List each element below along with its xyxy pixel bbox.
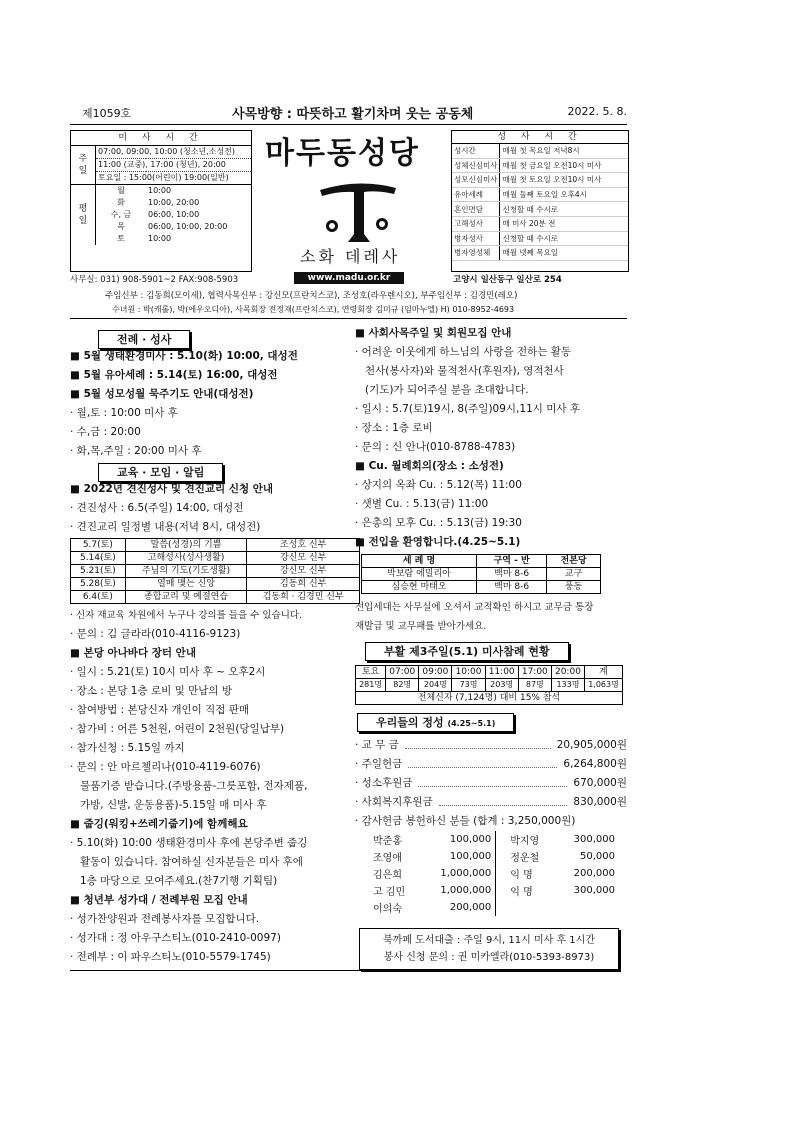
- table-row: [362, 581, 601, 594]
- notice-line: · 견진교리 일정별 내용(저녁 8시, 대성전): [70, 521, 261, 533]
- table-cell: 강신모 신부: [247, 552, 360, 565]
- sacrament-name: 병자성사: [452, 231, 500, 246]
- weekday-time: 06:00, 10:00: [148, 210, 200, 219]
- issue-number: 제1059호: [82, 107, 132, 120]
- sacrament-time: 매 미사 20분 전: [500, 216, 628, 231]
- weekday-day: 화: [117, 198, 125, 207]
- table-row: [369, 882, 619, 899]
- donor-name: 박지영: [510, 836, 540, 847]
- offering-amount: 670,000원: [573, 777, 627, 789]
- list-item: [355, 755, 627, 774]
- footer-rule: [70, 970, 620, 971]
- donor-name: 익 명: [510, 887, 533, 898]
- weekday-day: 월: [96, 185, 147, 198]
- book-cafe-box: [359, 928, 619, 970]
- donor-amount: 100,000: [420, 831, 496, 848]
- notice-line: · 일시 : 5.7(토)19시, 8(주일)09시,11시 미사 후: [355, 403, 580, 415]
- table-cell: 김동희 · 김경민 신부: [247, 591, 360, 604]
- sacrament-time: 매월 넷째 목요일: [500, 246, 628, 261]
- table-row: [362, 568, 601, 581]
- table-cell: 심승현 마태오: [362, 581, 477, 594]
- notice-line: 천사(봉사자)와 물적천사(후원자), 영적천사: [365, 365, 564, 377]
- list-item: [355, 774, 627, 793]
- donor-amount: 100,000: [420, 848, 496, 865]
- section-liturgy: 전례 · 성사: [98, 330, 190, 349]
- donor-amount: 200,000: [573, 868, 615, 879]
- sacrament-name: 성체신심미사: [452, 158, 500, 173]
- table-row: [71, 539, 360, 552]
- church-name: 마두동성당: [265, 136, 420, 171]
- staff-rule: [70, 318, 627, 319]
- offerings-title: 우리들의 정성: [376, 716, 444, 729]
- notice-line: 재발급 및 교무패를 받아가세요.: [355, 621, 487, 632]
- table-cell: 5.21(토): [71, 565, 126, 578]
- notice-line: · 월,토 : 10:00 미사 후: [70, 407, 178, 419]
- table-header: 세 례 명: [362, 555, 477, 568]
- list-item: [355, 793, 627, 812]
- sacrament-name: 성시간: [452, 144, 500, 158]
- notice-line: · 문의 : 신 안나(010-8788-4783): [355, 441, 516, 453]
- weekday-time: 10:00: [146, 185, 251, 198]
- table-cell: 281명: [356, 679, 386, 692]
- sunday-label: 주 일: [71, 146, 96, 185]
- donor-amount: 200,000: [420, 899, 496, 916]
- donor-name: 익 명: [510, 870, 533, 881]
- table-header: 09:00: [419, 666, 452, 679]
- notice-line: · 전례부 : 이 파우스티노(010-5579-1745): [70, 951, 271, 963]
- table-cell: 종합교리 및 예절연습: [125, 591, 247, 604]
- notice-heading: ■ 2022년 견진성사 및 견진교리 신청 안내: [70, 483, 274, 495]
- table-row: [71, 578, 360, 591]
- table-cell: 5.14(토): [71, 552, 126, 565]
- notice-line: · 견진성사 : 6.5(주일) 14:00, 대성전: [70, 502, 244, 514]
- right-column: [355, 324, 627, 970]
- sacrament-time: 매월 첫 목요일 저녁8시: [500, 144, 628, 158]
- book-cafe-hours: 북까페 도서대출 : 주일 9시, 11시 미사 후 1시간: [383, 935, 595, 946]
- table-header: 토요: [356, 666, 386, 679]
- notice-line: · 참가비 : 어른 5천원, 어린이 2천원(당일납부): [70, 723, 285, 735]
- table-cell: 백마 8-6: [477, 568, 547, 581]
- table-cell: 주님의 기도(기도생활): [125, 565, 247, 578]
- notice-line: 가방, 신발, 운동용품)-5.15일 매 미사 후: [80, 799, 267, 811]
- offering-name: · 사회복지후원금: [355, 796, 433, 808]
- donor-name: 박준홍: [373, 836, 402, 847]
- thanks-heading: · 감사헌금 봉헌하신 분들 (합계 : 3,250,000원): [355, 815, 576, 827]
- table-header: 구역 - 반: [477, 555, 547, 568]
- table-cell: 강신모 신부: [247, 565, 360, 578]
- weekday-time: 10:00: [148, 234, 172, 243]
- notice-heading: ■ 사회사목주일 및 회원모집 안내: [355, 327, 512, 339]
- notice-heading: ■ 본당 아나바다 장터 안내: [70, 647, 196, 659]
- table-cell: 김동희 신부: [247, 578, 360, 591]
- sacrament-time: 매월 첫 금요일 오전10시 미사: [500, 158, 628, 173]
- staff-list: 수녀원 : 박(캐롤), 박(에우오디아), 사목회장 전정재(프란치스코), 연령회장 김미규 (임마누엘) H) 010-8952-4693: [112, 305, 515, 314]
- notice-heading: ■ 5월 유아세례 : 5.14(토) 16:00, 대성전: [70, 369, 278, 381]
- offerings-date: (4.25~5.1): [447, 719, 496, 728]
- sacrament-name: 고해성사: [452, 216, 500, 231]
- table-row: [71, 552, 360, 565]
- table-cell: 교구: [547, 568, 601, 581]
- section-attendance: 부활 제3주일(5.1) 미사참례 현황: [365, 642, 569, 661]
- table-row: [356, 666, 623, 679]
- sacrament-time: 신청할 때 수시로: [500, 231, 628, 246]
- table-header: 07:00: [386, 666, 419, 679]
- donor-amount: [556, 899, 619, 916]
- table-cell: 5.7(토): [71, 539, 126, 552]
- table-cell: 204명: [419, 679, 452, 692]
- table-row: [369, 865, 619, 882]
- left-column: [70, 328, 360, 967]
- book-cafe-contact: 봉사 신청 문의 : 권 미카엘라(010-5393-8973): [383, 952, 595, 963]
- notice-line: · 5.10(화) 10:00 생태환경미사 후에 본당주변 줍깅: [70, 837, 308, 849]
- notice-line: · 참여방법 : 본당신자 개인이 직접 판매: [70, 704, 250, 716]
- notice-line: · 장소 : 1층 로비: [355, 422, 433, 434]
- donor-name: 김은희: [373, 870, 402, 881]
- sacrament-time: 매월 둘째 토요일 오후4시: [500, 187, 628, 202]
- table-cell: 6.4(토): [71, 591, 126, 604]
- table-cell: 87명: [518, 679, 551, 692]
- saturday-times: 토요일 : 15:00(어린이) 19:00(일반): [96, 172, 252, 185]
- sacrament-times-title: 성 사 시 간: [452, 131, 628, 144]
- notice-line: · 참가신청 : 5.15일 까지: [70, 742, 185, 754]
- offerings-list: [355, 736, 627, 831]
- table-cell: 133명: [551, 679, 584, 692]
- donor-amount: 50,000: [580, 851, 615, 862]
- donor-name: 조영애: [373, 853, 402, 864]
- table-header: 전본당: [547, 555, 601, 568]
- donor-amount: 300,000: [573, 885, 615, 896]
- sunday-times: 07:00, 09:00, 10:00 (청소년,소성전): [96, 146, 252, 159]
- table-cell: 82명: [386, 679, 419, 692]
- weekday-label: 평 일: [71, 185, 96, 246]
- notice-heading: ■ 줍깅(워킹+쓰레기줍기)에 함께해요: [70, 818, 248, 830]
- donor-table: [369, 831, 619, 916]
- page-header: [82, 103, 627, 123]
- table-cell: 말씀(성경)의 기쁨: [125, 539, 247, 552]
- donor-amount: 1,000,000: [420, 865, 496, 882]
- offering-name: · 주일헌금: [355, 758, 403, 770]
- confirmation-schedule-table: [70, 538, 360, 604]
- notice-line: 1층 마당으로 모여주세요.(찬7기행 기획팀): [80, 875, 278, 887]
- table-cell: 열매 맺는 신앙: [125, 578, 247, 591]
- table-cell: 백마 8-6: [477, 581, 547, 594]
- notice-line: · 문의 : 김 글라라(010-4116-9123): [70, 628, 241, 640]
- table-header: 10:00: [452, 666, 485, 679]
- table-row: [369, 848, 619, 865]
- patron-saint: 소화 데레사: [300, 247, 401, 266]
- sacrament-time: 신청할 때 수시로: [500, 202, 628, 217]
- header-rule: [70, 124, 627, 125]
- table-cell: 73명: [452, 679, 485, 692]
- weekday-time: 06:00, 10:00, 20:00: [148, 222, 228, 231]
- attendance-total: 전체신자 (7,124명) 대비 15% 참석: [356, 692, 623, 705]
- section-offerings: [357, 713, 514, 732]
- notice-line: · 상지의 옥좌 Cu. : 5.12(목) 11:00: [355, 479, 522, 491]
- offering-amount: 20,905,000원: [556, 739, 627, 751]
- weekday-day: 목: [117, 222, 125, 231]
- donor-name: 정운철: [510, 853, 540, 864]
- notice-line: · 장소 : 본당 1층 로비 및 만남의 방: [70, 685, 232, 697]
- notice-line: 활동이 있습니다. 참여하실 신자분들은 미사 후에: [80, 856, 303, 868]
- sacrament-name: 혼인면담: [452, 202, 500, 217]
- notice-line: · 문의 : 안 마르첼리나(010-4119-6076): [70, 761, 261, 773]
- notice-line: 전입세대는 사무실에 오셔서 교적확인 하시고 교무금 통장: [355, 602, 594, 613]
- table-row: [356, 692, 623, 705]
- sacrament-name: 병자영성체: [452, 246, 500, 261]
- notice-line: (기도)가 되어주실 분을 초대합니다.: [365, 384, 529, 396]
- clergy-list: 주임신부 : 김동희(모이세), 협력사목신부 : 강신모(프란치스코), 조성호(라우렌시오), 부주임신부 : 김경민(레오): [105, 291, 518, 301]
- donor-name: 고 김민: [373, 887, 406, 898]
- notice-line: 물품기증 받습니다.(주방용품-그릇포함, 전자제품,: [80, 780, 308, 792]
- notice-line: · 일시 : 5.21(토) 10시 미사 후 ~ 오후2시: [70, 666, 266, 678]
- sunday-times: 11:00 (교중), 17:00 (청년), 20:00: [96, 159, 252, 172]
- sacrament-time: 매월 첫 토요일 오전10시 미사: [500, 173, 628, 188]
- donor-amount: 1,000,000: [420, 882, 496, 899]
- website-link[interactable]: www.madu.or.kr: [294, 272, 404, 284]
- notice-line: · 화,목,주일 : 20:00 미사 후: [70, 445, 202, 457]
- notice-line: · 성가찬양원과 전례봉사자를 모집합니다.: [70, 913, 260, 925]
- weekday-time: 10:00, 20:00: [148, 198, 200, 207]
- offering-amount: 830,000원: [573, 796, 627, 808]
- notice-heading: ■ 5월 성모성월 묵주기도 안내(대성전): [70, 388, 254, 400]
- table-header: 11:00: [485, 666, 518, 679]
- issue-date: 2022. 5. 8.: [567, 105, 627, 118]
- offering-name: · 교 무 금: [355, 739, 399, 751]
- table-row: [71, 565, 360, 578]
- donor-amount: 300,000: [573, 834, 615, 845]
- table-row: [369, 831, 619, 848]
- mass-times-box: [70, 130, 252, 272]
- notice-line: · 샛별 Cu. : 5.13(금) 11:00: [355, 498, 489, 510]
- notice-line: · 성가대 : 정 아우구스티노(010-2410-0097): [70, 932, 281, 944]
- notice-line: · 신자 재교육 차원에서 누구나 강의를 들을 수 있습니다.: [70, 610, 303, 621]
- notice-line: · 은총의 모후 Cu. : 5.13(금) 19:30: [355, 517, 522, 529]
- table-row: [369, 899, 619, 916]
- table-row: [356, 679, 623, 692]
- notice-line: · 어려운 이웃에게 하느님의 사랑을 전하는 활동: [355, 346, 572, 358]
- table-header: 20:00: [551, 666, 584, 679]
- attendance-table: [355, 665, 623, 705]
- section-education: 교육 · 모임 · 알림: [98, 463, 223, 482]
- table-header: 17:00: [518, 666, 551, 679]
- donor-name: [496, 899, 556, 916]
- office-contact: 사무실: 031) 908-5901~2 FAX:908-5903: [70, 275, 239, 285]
- weekday-day: 수, 금: [110, 210, 132, 219]
- donor-name: 이의숙: [373, 904, 402, 915]
- sacrament-name: 유아세례: [452, 187, 500, 202]
- sacrament-times-box: [451, 130, 629, 272]
- table-cell: 203명: [485, 679, 518, 692]
- notice-line: · 수,금 : 20:00: [70, 426, 141, 438]
- notice-heading: ■ 청년부 성가대 / 전례부원 모집 안내: [70, 894, 248, 906]
- table-row: [362, 555, 601, 568]
- notice-heading: ■ 전입을 환영합니다.(4.25~5.1): [355, 536, 521, 548]
- table-cell: 1,063명: [585, 679, 623, 692]
- church-address: 고양시 일산동구 일산로 254: [453, 275, 562, 285]
- table-cell: 조성호 신부: [247, 539, 360, 552]
- table-cell: 박보람 에밀리아: [362, 568, 477, 581]
- list-item: [355, 736, 627, 755]
- mass-times-title: 미 사 시 간: [71, 131, 251, 146]
- notice-heading: ■ Cu. 월례회의(장소 : 소성전): [355, 460, 504, 472]
- offering-name: · 성소후원금: [355, 777, 413, 789]
- weekday-day: 토: [117, 234, 125, 243]
- table-cell: 5.28(토): [71, 578, 126, 591]
- notice-heading: ■ 5월 생태환경미사 : 5.10(화) 10:00, 대성전: [70, 350, 298, 362]
- table-header: 계: [585, 666, 623, 679]
- offering-amount: 6,264,800원: [563, 758, 627, 770]
- table-cell: 고해성사(성사생활): [125, 552, 247, 565]
- sacrament-name: 성모신심미사: [452, 173, 500, 188]
- table-row: [71, 591, 360, 604]
- pastoral-motto: 사목방향 : 따뜻하고 활기차며 웃는 공동체: [232, 107, 474, 122]
- newcomers-table: [361, 554, 601, 594]
- table-cell: 풍동: [547, 581, 601, 594]
- cross-logo-icon: [318, 176, 398, 244]
